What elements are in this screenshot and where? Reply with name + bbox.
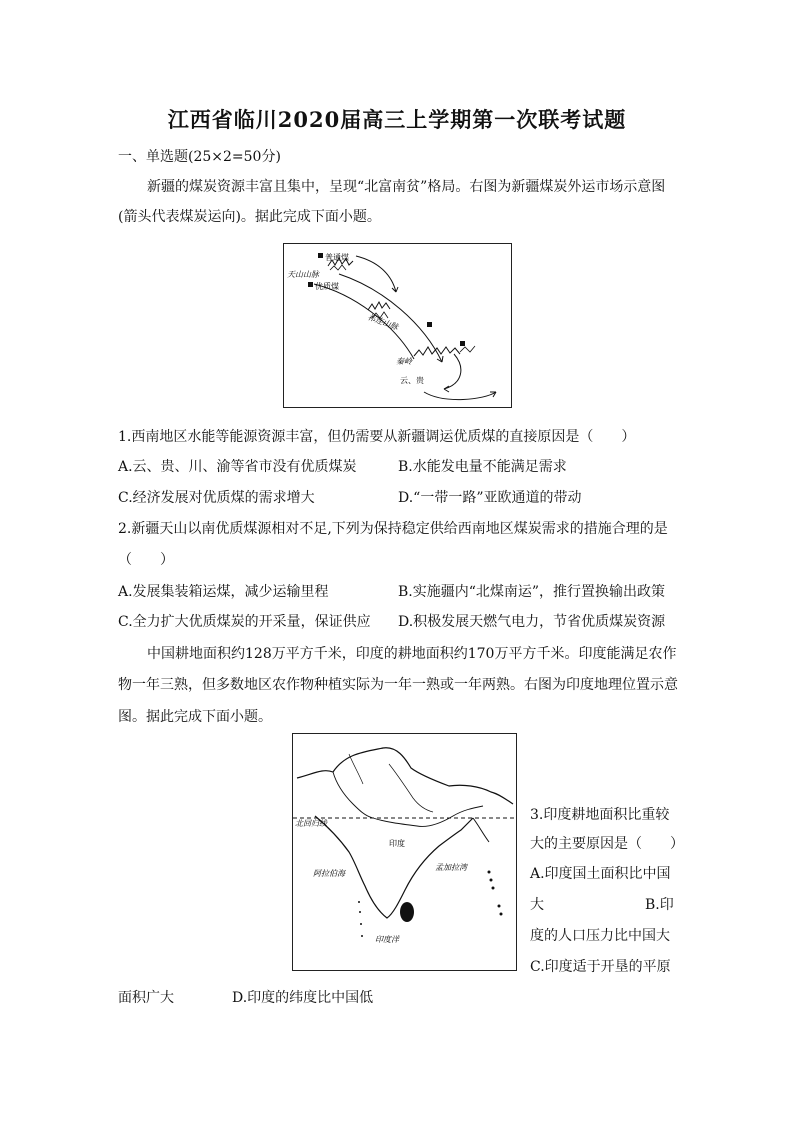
intro2-line2: 物一年三熟，但多数地区农作物种植实际为一年一熟或一年两熟。右图为印度地理位置示意 [118,677,678,693]
island-1 [488,871,491,874]
q3-line1: 3.印度耕地面积比重较 [530,807,670,823]
label-qilian: 祁连山脉 [366,312,400,332]
intro1-line1: 新疆的煤炭资源丰富且集中，呈现“北富南贫”格局。右图为新疆煤炭外运市场示意图 [147,179,666,195]
islet-3 [360,923,362,925]
islet-1 [358,901,360,903]
arrow-curve [444,354,461,389]
q2-stem: 2.新疆天山以南优质煤源相对不足,下列为保持稳定供给西南地区煤炭需求的措施合理的是 [118,521,668,537]
label-quality-coal: 优质煤 [315,282,339,291]
q2-option-b: B.实施疆内“北煤南运”，推行置换输出政策 [398,584,666,600]
label-tropic: 北回归线 [295,819,327,828]
intro2-line3: 图。据此完成下面小题。 [118,709,272,725]
q3-line5: 度的人口压力比中国大 [530,928,670,944]
arrow-curve-head [444,386,449,392]
tianshan-ridge [330,265,346,270]
q3-line4a: 大 [530,897,544,913]
coal-marker-2 [427,322,432,327]
q2-option-d: D.积极发展天燃气电力，节省优质煤炭资源 [398,614,666,630]
arrow-south [424,392,496,400]
xinjiang-coal-map-svg [284,244,511,407]
northern-border [297,748,513,804]
islet-2 [359,911,361,913]
arrow-north [356,256,396,292]
section-heading: 一、单选题(25×2=50分) [118,149,281,165]
q1-option-d: D.“一带一路”亚欧通道的带动 [398,490,582,506]
label-tianshan: 天山山脉 [287,270,319,279]
label-arabian-sea: 阿拉伯海 [313,869,345,878]
ordinary-coal-marker [318,253,323,258]
river-ganges [389,764,433,812]
label-bay-of-bengal: 孟加拉湾 [435,863,467,872]
q3-line7a: 面积广大 [118,990,174,1006]
india-map [292,733,517,971]
quality-coal-marker [308,282,313,287]
intro1-line2: (箭头代表煤炭运向)。据此完成下面小题。 [118,209,381,225]
intro2-line1: 中国耕地面积约128万平方千米，印度的耕地面积约170万平方千米。印度能满足农作 [147,646,677,662]
q3-line6: C.印度适于开垦的平原 [530,959,671,975]
coal-marker-3 [460,341,465,346]
q3-line4b: B.印 [645,897,674,913]
east-coast [473,818,489,842]
q3-line2: 大的主要原因是（ ） [530,836,684,852]
islet-4 [361,935,363,937]
q2-paren: （ ） [118,552,174,568]
q2-option-a: A.发展集装箱运煤，减少运输里程 [118,584,329,600]
qinling-ridge [460,346,475,352]
q3-line3: A.印度国土面积比中国 [530,866,671,882]
label-india: 印度 [389,839,405,848]
island-2 [490,879,493,882]
qilian-mountains [368,302,390,310]
q1-option-b: B.水能发电量不能满足需求 [398,459,567,475]
river-1 [349,754,363,784]
india-map-svg [293,734,516,970]
q1-stem: 1.西南地区水能等能源资源丰富，但仍需要从新疆调运优质煤的直接原因是（ ） [118,429,636,445]
q1-option-a: A.云、贵、川、渝等省市没有优质煤炭 [118,459,357,475]
island-3 [492,887,495,890]
q3-line7b: D.印度的纬度比中国低 [232,990,374,1006]
label-indian-ocean: 印度洋 [375,935,399,944]
label-qinling: 秦岭 [396,357,412,366]
sri-lanka [400,902,414,922]
page-title: 江西省临川2020届高三上学期第一次联考试题 [167,107,627,132]
q1-option-c: C.经济发展对优质煤的需求增大 [118,490,315,506]
xinjiang-coal-map [283,243,512,408]
arrow-quality [314,284,414,359]
island-4 [498,905,501,908]
label-ordinary-coal: 普通煤 [325,253,349,262]
label-yungui: 云、贵 [400,376,424,385]
island-5 [500,913,503,916]
q2-option-c: C.全力扩大优质煤炭的开采量，保证供应 [118,614,371,630]
